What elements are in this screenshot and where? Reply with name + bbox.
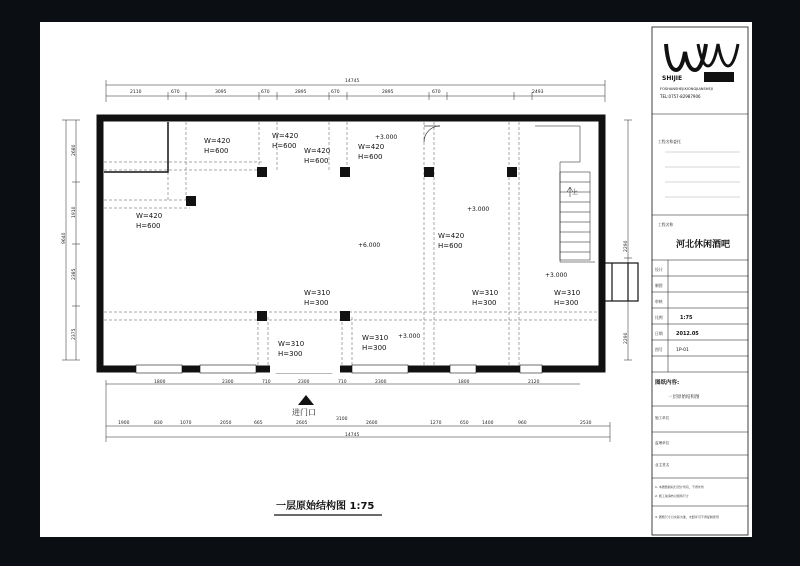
- dim-top: 3095: [215, 90, 227, 95]
- field-client: 工程名称委托: [658, 139, 681, 144]
- beam-label-h: H=300: [278, 350, 303, 358]
- level-mark: +3.000: [467, 206, 490, 213]
- title-block: [652, 27, 748, 535]
- row-label-review: 审核: [655, 299, 663, 304]
- dim-top-total: 14745: [345, 79, 360, 84]
- beam-label-h: H=300: [304, 299, 329, 307]
- staircase: [535, 126, 595, 262]
- columns: [186, 167, 517, 321]
- dim-left: 2680: [72, 144, 77, 156]
- dim-bottom: 1270: [430, 421, 442, 426]
- beam-label-h: H=600: [272, 142, 297, 150]
- drawing-title-text: 一层原始结构图 1:75: [276, 501, 375, 512]
- field-project: 工程名称: [658, 222, 674, 227]
- sheet-number: 1P-01: [676, 348, 689, 353]
- note-1: 1. 本图纸版权归设计所有，不得外传: [655, 485, 704, 489]
- dim-left-total: 9640: [62, 232, 67, 244]
- dim-bottom: 2530: [580, 421, 592, 426]
- project-name: 河北休闲酒吧: [676, 240, 731, 250]
- interior-wall: [104, 122, 168, 172]
- dim-left: 1910: [72, 206, 77, 218]
- dim-bottom: 2600: [366, 421, 378, 426]
- beam-label-h: H=300: [362, 344, 387, 352]
- scale-value: 1:75: [680, 315, 693, 321]
- level-mark: +3.000: [545, 272, 568, 279]
- dim-top: 2895: [382, 90, 394, 95]
- beam-label-w: W=310: [304, 289, 331, 297]
- dim-top: 670: [331, 90, 340, 95]
- dim-right: 2290: [624, 332, 629, 344]
- dim-left: 2385: [72, 268, 77, 280]
- dim-bottom: 2300: [222, 380, 234, 385]
- dim-bottom: 2300: [375, 380, 387, 385]
- level-mark: +6.000: [358, 242, 381, 249]
- beam-label-h: H=600: [136, 222, 161, 230]
- note-2: 2. 施工前请核对现场尺寸: [655, 494, 689, 498]
- dim-bottom: 830: [154, 421, 163, 426]
- beam-lines: [104, 122, 598, 365]
- dim-bottom: 1400: [482, 421, 494, 426]
- beam-label-h: H=600: [204, 147, 229, 155]
- beam-label-h: H=600: [438, 242, 463, 250]
- dim-right: 2290: [624, 240, 629, 252]
- row-label-draw: 制图: [655, 283, 663, 288]
- floor-plan-drawing: [40, 22, 752, 537]
- dim-bottom: 1800: [154, 380, 166, 385]
- content-label: 图纸内容:: [655, 380, 680, 386]
- dim-bottom-mid: 3100: [336, 417, 348, 422]
- beam-label-w: W=310: [278, 340, 305, 348]
- dim-bottom: 665: [254, 421, 263, 426]
- beam-label-w: W=420: [438, 232, 465, 240]
- entrance-label: 进门口: [292, 408, 316, 417]
- dim-top: 670: [261, 90, 270, 95]
- stair-up-label: 上: [572, 189, 579, 196]
- beam-label-w: W=310: [554, 289, 581, 297]
- dim-bottom: 960: [518, 421, 527, 426]
- dim-top: 670: [171, 90, 180, 95]
- beam-label-w: W=420: [358, 143, 385, 151]
- dim-left: 2375: [72, 328, 77, 340]
- dim-top: 2110: [130, 90, 142, 95]
- row-label-scale: 比例: [655, 315, 663, 320]
- top-dim-labels: [130, 89, 544, 95]
- brand-text: SHIJIE: [662, 75, 683, 82]
- level-mark: +3.000: [375, 134, 398, 141]
- sign-owner: 业主签名: [655, 463, 670, 467]
- bottom-dim-row2: [118, 420, 592, 426]
- beam-label-w: W=420: [136, 212, 163, 220]
- level-mark: +3.000: [398, 333, 421, 340]
- right-dimensions: [624, 120, 632, 360]
- row-label-design: 设计: [655, 267, 663, 272]
- dim-bottom: 1900: [118, 421, 130, 426]
- dim-bottom: 2300: [298, 380, 310, 385]
- titleblock-rows: [652, 260, 748, 372]
- dim-bottom: 2050: [220, 421, 232, 426]
- dim-bottom: 2120: [528, 380, 540, 385]
- beam-label-h: H=600: [304, 157, 329, 165]
- brand-subtext: FOSHANSHEJIXIONGJIANSHEJI: [660, 87, 713, 91]
- beam-label-w: W=420: [204, 137, 231, 145]
- door: [424, 126, 440, 142]
- right-annex: [602, 263, 638, 301]
- dim-bottom: 2605: [296, 421, 308, 426]
- left-dim-labels: [61, 144, 77, 340]
- dim-bottom-total: 14745: [345, 433, 360, 438]
- sign-construction: 施工单位: [655, 416, 670, 420]
- dim-bottom: 710: [338, 380, 347, 385]
- beam-label-h: H=300: [472, 299, 497, 307]
- exterior-walls: [100, 118, 602, 369]
- beam-label-w: W=420: [272, 132, 299, 140]
- dim-bottom: 650: [460, 421, 469, 426]
- beam-label-h: H=600: [358, 153, 383, 161]
- date-value: 2012.05: [676, 331, 699, 337]
- row-label-sheet: 图号: [655, 347, 663, 352]
- phone-text: TEL:0757-82987906: [660, 94, 701, 99]
- note-3: 3. 图纸尺寸以实际为准，未经许可不得复制使用: [655, 515, 719, 519]
- drawing-sheet: [40, 22, 752, 537]
- dim-top: 2895: [295, 90, 307, 95]
- dim-top: 670: [432, 90, 441, 95]
- dim-top: 2493: [532, 90, 544, 95]
- beam-label-h: H=300: [554, 299, 579, 307]
- beam-label-w: W=420: [304, 147, 331, 155]
- beam-label-w: W=310: [472, 289, 499, 297]
- drawing-title: [274, 499, 382, 515]
- dim-bottom: 710: [262, 380, 271, 385]
- dim-bottom: 1070: [180, 421, 192, 426]
- content-value: 一层原始结构图: [668, 395, 700, 400]
- sign-supervision: 监理单位: [655, 441, 670, 445]
- row-label-date: 日期: [655, 331, 663, 336]
- beam-label-w: W=310: [362, 334, 389, 342]
- dim-bottom: 1800: [458, 380, 470, 385]
